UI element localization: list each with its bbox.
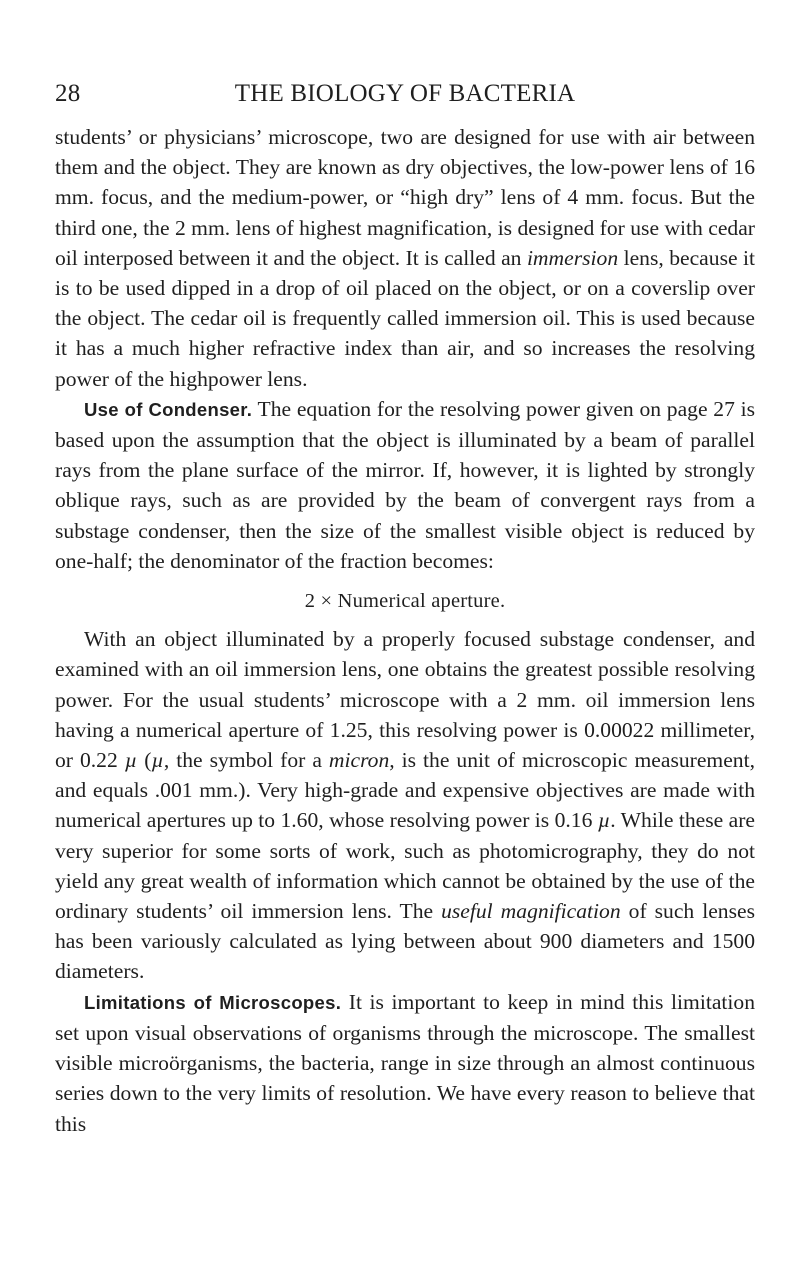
running-head xyxy=(55,80,755,120)
book-page xyxy=(55,80,755,1139)
running-title: THE BIOLOGY OF BACTERIA xyxy=(234,80,576,107)
body-text xyxy=(55,120,755,1139)
paragraph-text: lens, because it is to be used dipped in a drop of oil placed on the object, or on a coverslip over the object. The cedar oil is frequently called immersion oil. This is used because it has a much higher refractive index than air, and so increases the resolving power of the highpower lens. xyxy=(55,245,756,391)
paragraph-text: is the unit of microscopic measurement, and equals .001 mm.). Very high-grade and expensive objectives are made with numerical apertures up to 1.60, whose resolving power is 0.16 xyxy=(55,748,756,833)
emphasis-immersion: immersion xyxy=(526,245,619,270)
section-heading-limitations: Limitations of Microscopes. xyxy=(84,991,342,1013)
paragraph-text: . While these are very superior for some sorts of work, such as photomicrography, they do not yield any great wealth of information which cannot be obtained by the use of the ordinary students’ oil immersion lens. The xyxy=(55,808,755,924)
paragraph-objectives xyxy=(55,122,755,394)
paragraph-text: students’ or physicians’ microscope, two are designed for use with air between them and the object. They are known as dry objectives, the low-power lens of 16 mm. focus, and the medium-power, or “high dry” lens of 4 mm. focus. But the third one, the 2 mm. lens of highest magnification, is designed for use with cedar oil interposed between it and the object. It is called an xyxy=(55,125,755,270)
paragraph-text: of such lenses has been variously calculated as lying between about 900 diameters and 1500 diameters. xyxy=(55,899,756,984)
section-heading-condenser: Use of Condenser. xyxy=(84,398,253,420)
paragraph-text: The equation for the resolving power given on page 27 is based upon the assumption that the object is illuminated by a beam of parallel rays from the plane surface of the mirror. If, however, it is lighted by strongly oblique rays, such as are provided by the beam of convergent rays from a substage condenser, then the size of the smallest visible object is reduced by one-half; the denominator of the fraction becomes: xyxy=(55,396,755,573)
paragraph-text: ( xyxy=(137,748,152,773)
paragraph-resolving-power xyxy=(55,624,755,986)
paragraph-limitations xyxy=(55,987,755,1139)
equation-denominator: 2 × Numerical aperture. xyxy=(304,590,506,613)
micron-symbol: µ xyxy=(597,808,611,833)
paragraph-text: , the symbol for a xyxy=(163,748,329,773)
micron-symbol: µ xyxy=(151,748,164,773)
page-number: 28 xyxy=(55,80,81,107)
emphasis-useful-magnification: useful magnification xyxy=(441,899,621,924)
paragraph-use-of-condenser xyxy=(55,394,755,576)
emphasis-micron: micron, xyxy=(328,748,395,773)
micron-symbol: µ xyxy=(124,748,138,773)
paragraph-text: It is important to keep in mind this limitation set upon visual observations of organisms through the microscope. The smallest visible microörganisms, the bacteria, range in size through an almost continuous series down to the very limits of resolution. We have every reason to believe that this xyxy=(55,989,756,1136)
paragraph-text: With an object illuminated by a properly focused substage condenser, and examined with an oil immersion lens, one obtains the greatest possible resolving power. For the usual students’ microscope with a 2 mm. oil immersion lens having a numerical aperture of 1.25, this resolving power is 0.00022 millimeter, or 0.22 xyxy=(55,627,755,773)
